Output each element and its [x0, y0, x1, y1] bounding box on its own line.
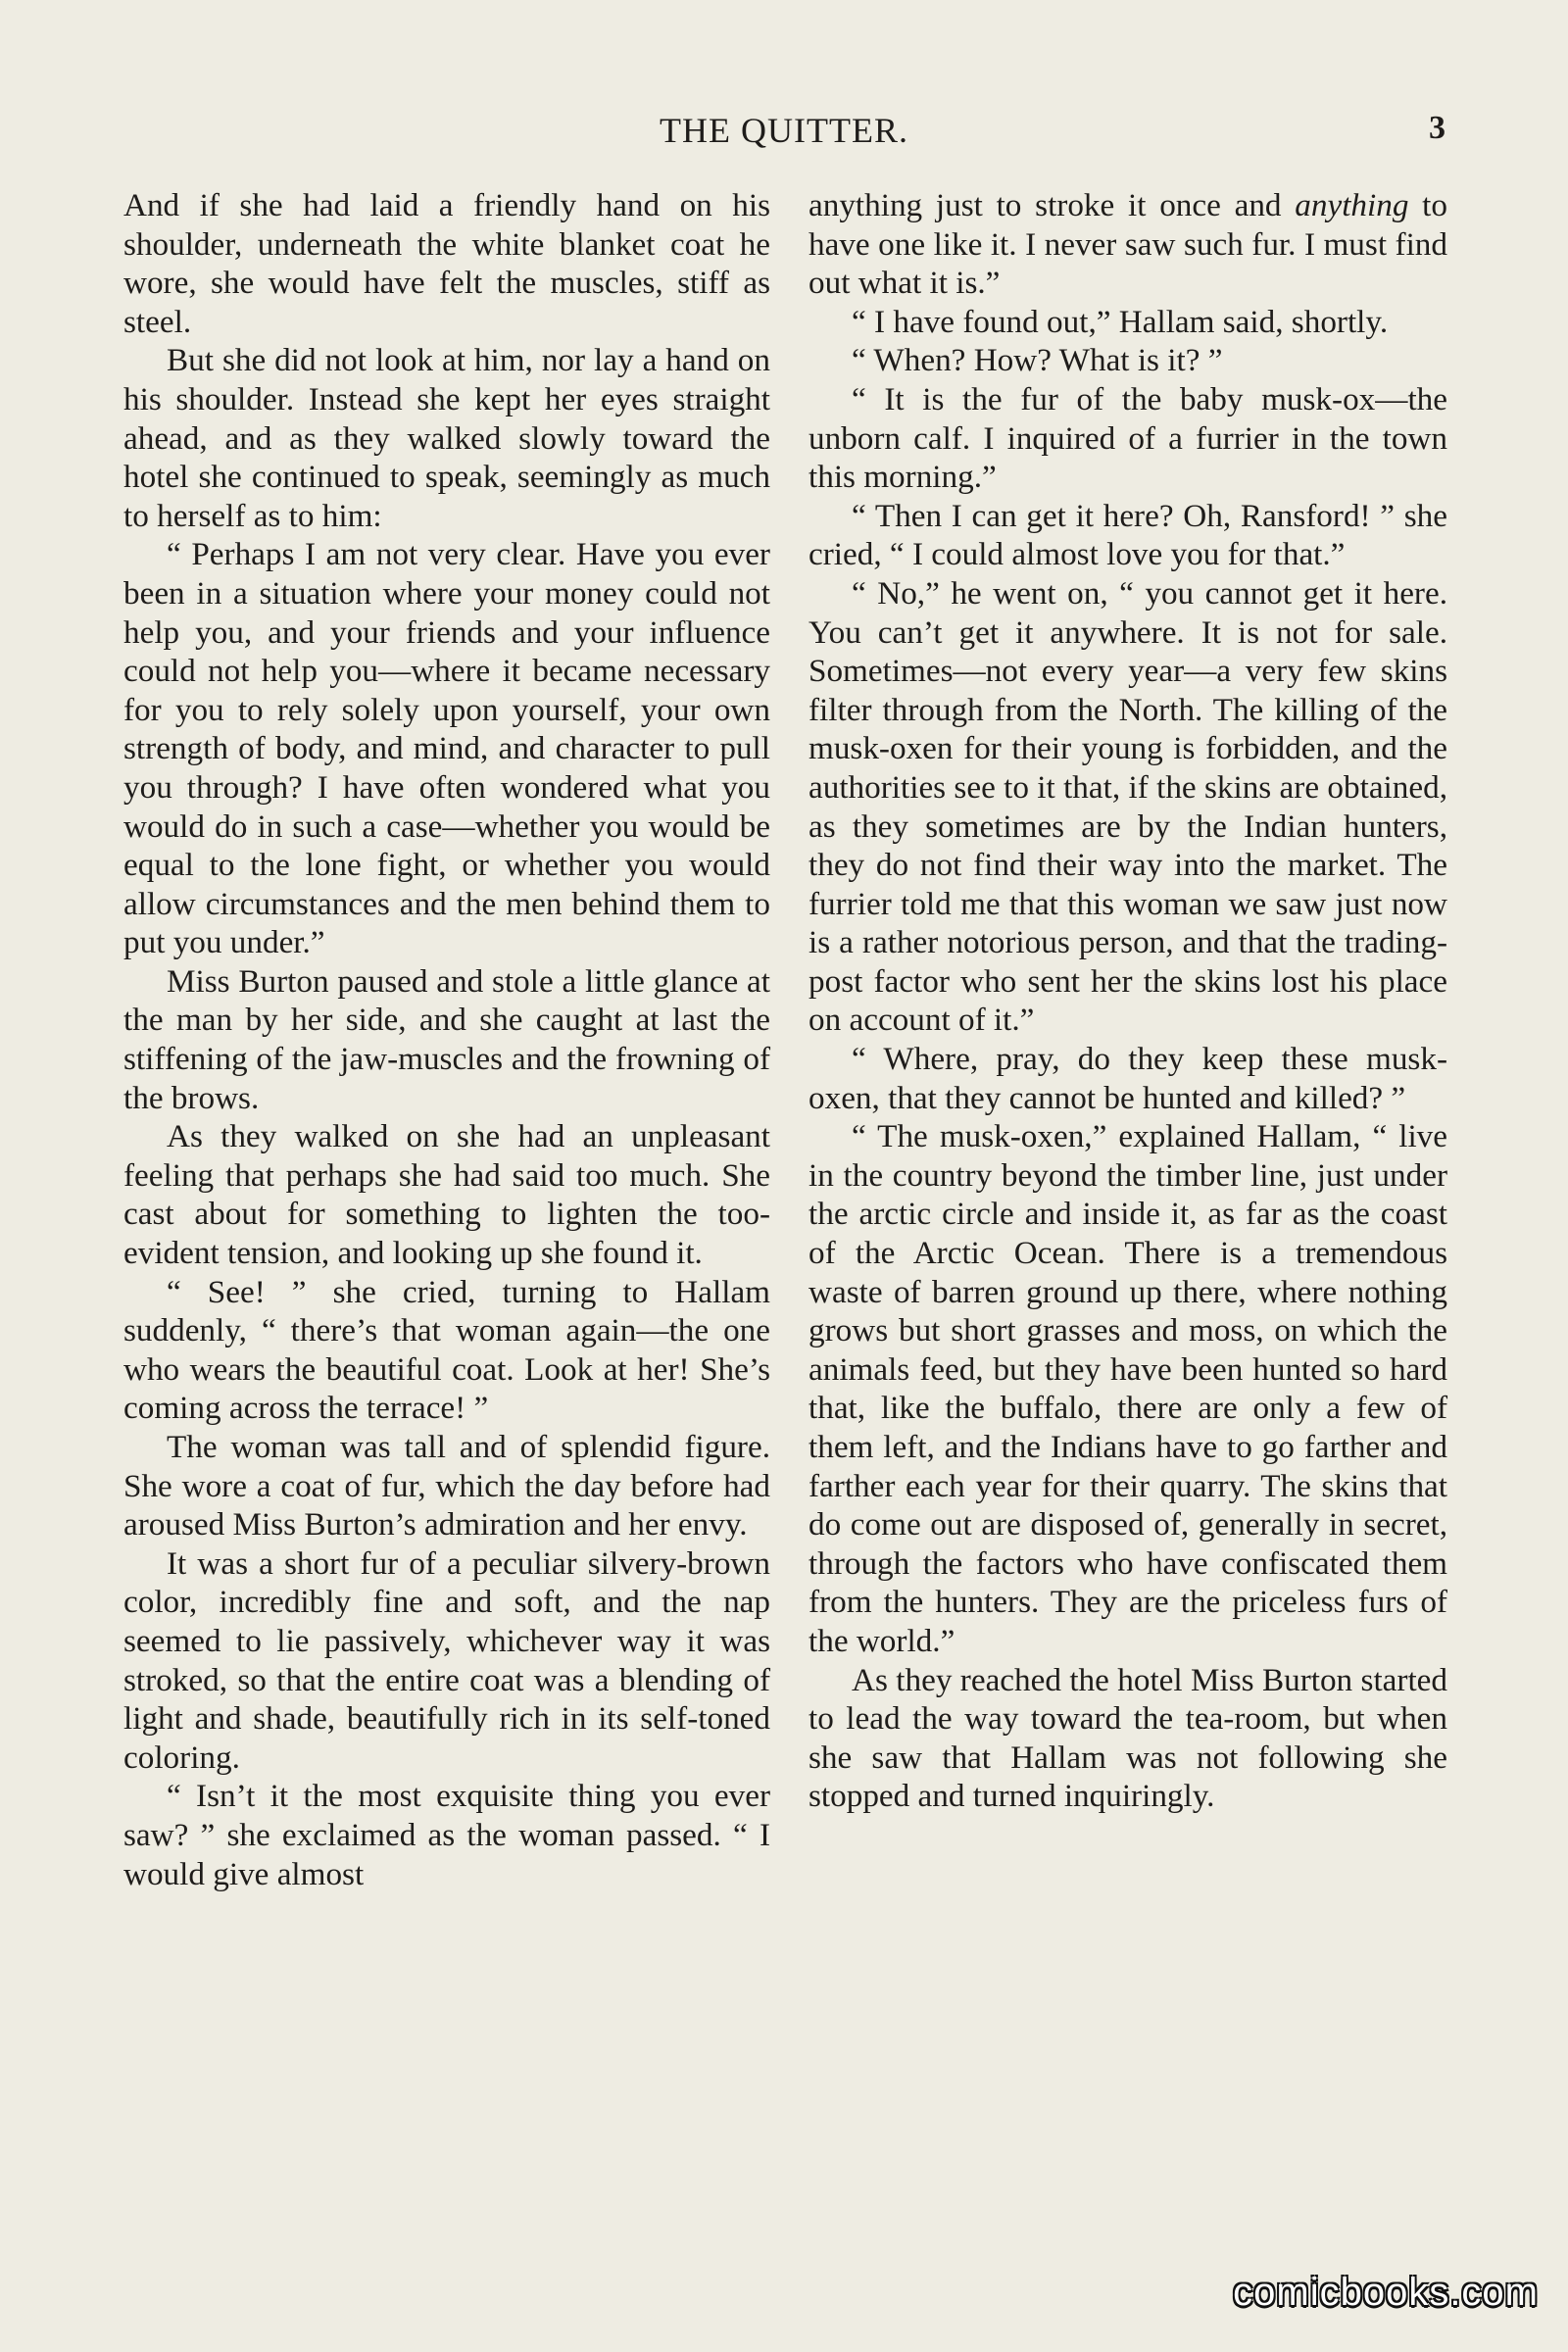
paragraph: It was a short fur of a peculiar silvery-brown color, incredibly fine and soft, and the nap seemed to lie passively, whichever way it was stroked, so that the entire coat was a blending of light and shade, beautifully rich in its self-toned coloring. — [123, 1544, 770, 1776]
paragraph: “ Isn’t it the most exquisite thing you ever saw? ” she exclaimed as the woman passed. “ I would give almost — [123, 1778, 770, 1892]
paragraph: As they reached the hotel Miss Burton started to lead the way toward the tea-room, but when she saw that Hallam was not following she stopped and turned inquiringly. — [808, 1661, 1447, 1815]
left-column — [123, 186, 770, 1893]
paragraph — [808, 186, 1447, 303]
right-column — [808, 186, 1447, 1816]
paragraph: “ See! ” she cried, turning to Hallam suddenly, “ there’s that woman again—the one who wears the beautiful coat. Look at her! She’s coming across the terrace! ” — [123, 1273, 770, 1427]
paragraph: “ Perhaps I am not very clear. Have you ever been in a situation where your money could not help you, and your friends and your influence could not help you—where it became necessary for you to rely solely upon yourself, your own strength of body, and mind, and character to pull you through? I have often wondered what you would do in such a case—whether you would be equal to the lone fight, or whether you would allow circumstances and the men behind them to put you under.” — [123, 536, 770, 961]
paragraph: As they walked on she had an unpleasant feeling that perhaps she had said too much. She cast about for something to lighten the too-evident tension, and looking up she found it. — [123, 1118, 770, 1272]
paragraph: “ It is the fur of the baby musk-ox—the unborn calf. I inquired of a furrier in the town this morning.” — [808, 380, 1447, 496]
paragraph: “ Then I can get it here? Oh, Ransford! ” she cried, “ I could almost love you for that.” — [808, 497, 1447, 573]
running-head — [0, 110, 1568, 155]
paragraph: The woman was tall and of splendid figure. She wore a coat of fur, which the day before had aroused Miss Burton’s admiration and her envy. — [123, 1429, 770, 1544]
paragraph: “ Where, pray, do they keep these musk-oxen, that they cannot be hunted and killed? ” — [808, 1041, 1447, 1116]
paragraph-text: anything just to stroke it once and — [808, 187, 1296, 223]
paragraph: But she did not look at him, nor lay a hand on his shoulder. Instead she kept her eyes straight ahead, and as they walked slowly toward the hotel she continued to speak, seemingly as much to herself as to him: — [123, 342, 770, 534]
paragraph: “ The musk-oxen,” explained Hallam, “ live in the country beyond the timber line, just under the arctic circle and inside it, as far as the coast of the Arctic Ocean. There is a tremendous waste of barren ground up there, where nothing grows but short grasses and moss, on which the animals feed, but they have been hunted so hard that, like the buffalo, there are only a few of them left, and the Indians have to go farther and farther each year for their quarry. The skins that do come out are disposed of, generally in secret, through the factors who have confiscated them from the hunters. They are the priceless furs of the world.” — [808, 1118, 1447, 1659]
page-number: 3 — [1429, 110, 1446, 146]
paragraph: “ I have found out,” Hallam said, shortly. — [852, 303, 1389, 340]
paragraph: “ When? How? What is it? ” — [852, 342, 1223, 379]
paragraph: And if she had laid a friendly hand on his shoulder, underneath the white blanket coat he wore, she would have felt the muscles, stiff as steel. — [123, 187, 770, 340]
paragraph-text: to have one like it. I never saw such fur. I must find out what it is.” — [808, 187, 1447, 302]
running-title: THE QUITTER. — [660, 111, 908, 150]
paragraph: “ No,” he went on, “ you cannot get it here. You can’t get it anywhere. It is not for sale. Sometimes—not every year—a very few skins filter through from the North. The killing of the musk-oxen for their young is forbidden, and the authorities see to it that, if the skins are obtained, as they sometimes are by the Indian hunters, they do not find their way into the market. The furrier told me that this woman we saw just now is a rather notorious person, and that the trading-post factor who sent her the skins lost his place on account of it.” — [808, 574, 1447, 1039]
paragraph: Miss Burton paused and stole a little glance at the man by her side, and she caught at last the stiffening of the jaw-muscles and the frowning of the brows. — [123, 962, 770, 1116]
emphasized-word: anything — [1295, 187, 1409, 223]
site-watermark: comicbooks.com — [1233, 2271, 1539, 2314]
